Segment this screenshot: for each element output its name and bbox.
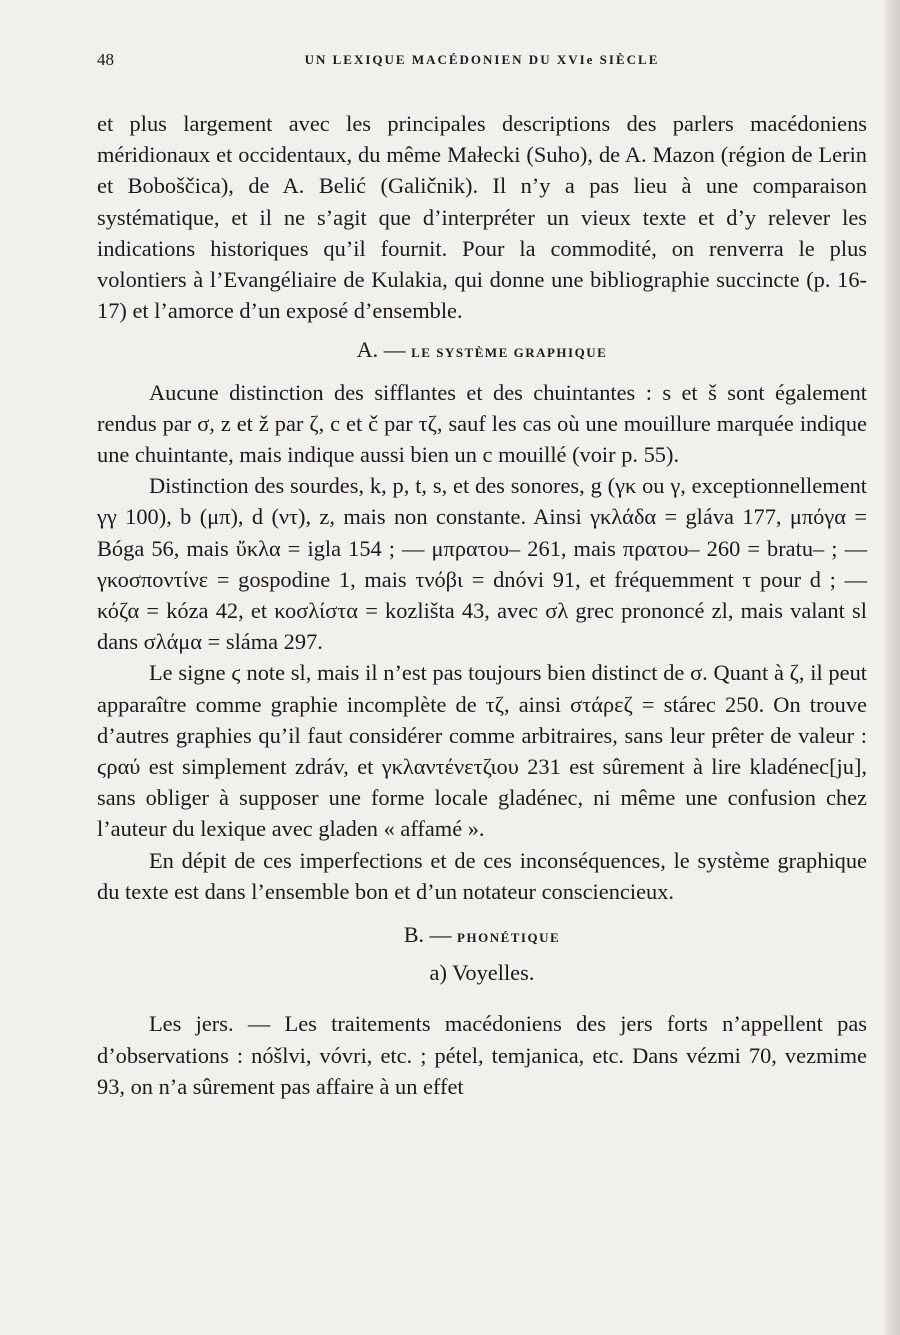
subsection-voyelles-label: a) Voyelles. [429, 960, 535, 986]
section-b-heading [97, 919, 867, 953]
page-body [97, 108, 867, 1102]
section-a-title: LE SYSTÈME GRAPHIQUE [411, 345, 608, 361]
page-number: 48 [97, 50, 114, 69]
section-a-heading [97, 334, 867, 368]
subsection-voyelles [97, 957, 867, 988]
page-edge [885, 0, 900, 1335]
paragraph-sourdes: Distinction des sourdes, k, p, t, s, et des sonores, g (γκ ou γ, exceptionnellement γγ 100), b (μπ), d (ντ), z, mais non constante. Ainsi γκλάδα = gláva 177, μπόγα = Bóga 56, mais ὔκλα = igla 154 ; — μπρατου– 261, mais πρατου– 260 = bratu– ; — γκοσποντίνε = gospodine 1, mais τνόβι = dnóvi 91, et fréquemment τ pour d ; — κόζα = kóza 42, et κοσλίστα = kozlišta 43, avec σλ grec prononcé zl, mais valant sl dans σλάμα = sláma 297. [97, 473, 867, 655]
section-b-title: PHONÉTIQUE [457, 930, 561, 946]
section-b-letter: B. — [403, 922, 452, 948]
running-title: UN LEXIQUE MACÉDONIEN DU XVIe SIÈCLE [304, 52, 660, 67]
paragraph-signe: Le signe ϛ note sl, mais il n’est pas toujours bien distinct de σ. Quant à ζ, il peut apparaître comme graphie incomplète de τζ, ainsi στάρεζ = stárec 250. On trouve d’autres graphies qu’il faut considérer comme arbitraires, sans leur prêter de valeur : ϛραύ est simplement zdráv, et γκλαντένετζιου 231 est sûrement à lire kladénec[ju], sans obliger à supposer une forme locale gladénec, ni même une confusion chez l’auteur du lexique avec gladen « affamé ». [97, 660, 867, 842]
running-header [97, 50, 867, 70]
paragraph-conclusion: En dépit de ces imperfections et de ces inconséquences, le système graphique du texte est dans l’ensemble bon et d’un notateur consciencieux. [97, 847, 867, 904]
section-a-letter: A. — [356, 337, 406, 363]
paragraph-jers: Les jers. — Les traitements macédoniens des jers forts n’appellent pas d’observations : nóšlvi, vóvri, etc. ; pétel, temjanica, etc. Dans vézmi 70, vezmime 93, on n’a sûrement pas affaire à un effet [97, 1011, 867, 1099]
paragraph-sifflantes: Aucune distinction des sifflantes et des chuintantes : s et š sont également rendus par σ, z et ž par ζ, c et č par τζ, sauf les cas où une mouillure marquée indique une chuintante, mais indique aussi bien un c mouillé (voir p. 55). [97, 379, 867, 468]
paragraph-intro: et plus largement avec les principales descriptions des parlers macédoniens méridionaux et occidentaux, du même Małecki (Suho), de A. Mazon (région de Lerin et Boboščica), de A. Belić (Galičnik). Il n’y a pas lieu à une comparaison systématique, et il ne s’agit que d’interpréter un vieux texte et d’y relever les indications historiques qu’il fournit. Pour la commodité, on renverra le plus volontiers à l’Evangéliaire de Kulakia, qui donne une bibliographie succincte (p. 16-17) et l’amorce d’un exposé d’ensemble. [97, 111, 867, 324]
